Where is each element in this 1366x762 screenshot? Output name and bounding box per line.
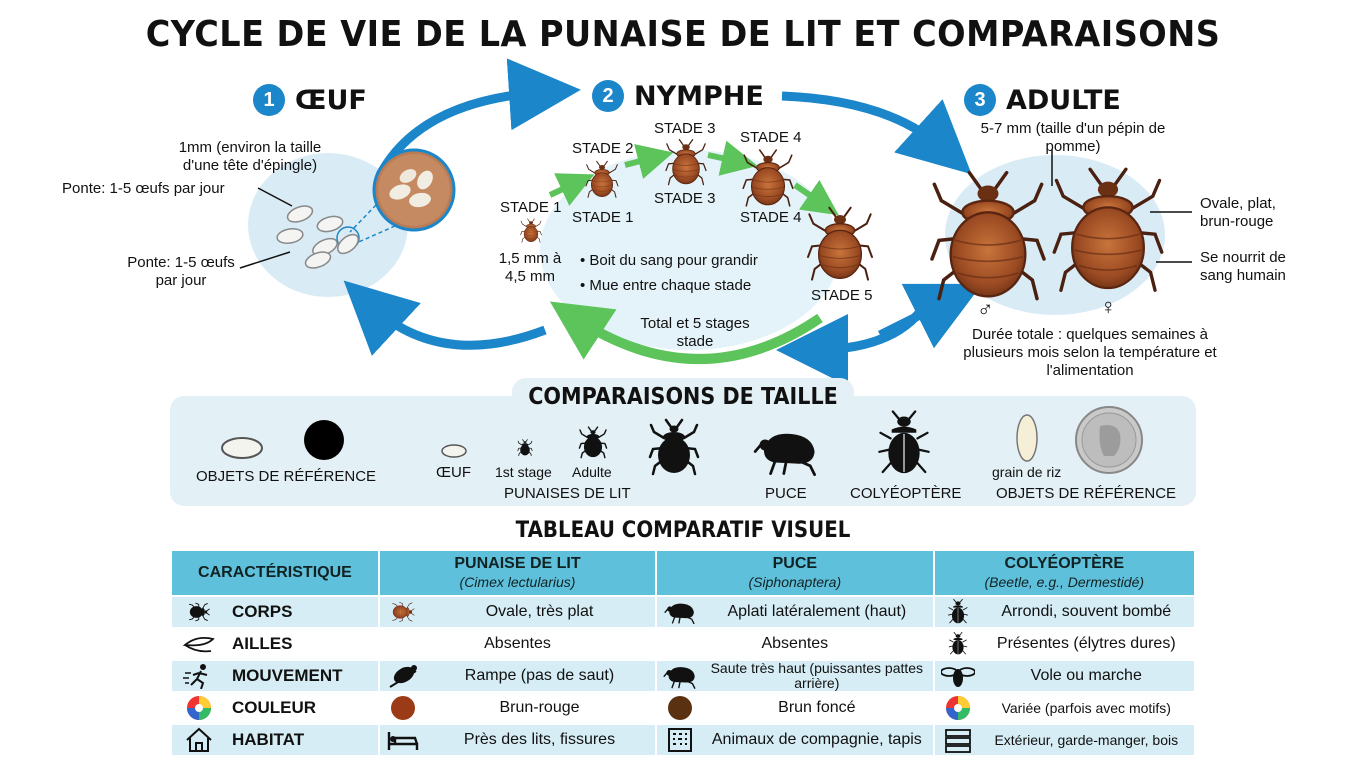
- arrow-adult-forward: [880, 300, 950, 335]
- nymph-label-stage5: STADE 5: [811, 287, 873, 304]
- nymph-fact: • Mue entre chaque stade: [580, 277, 752, 294]
- header-flea: PUCE (Siphonaptera): [657, 551, 932, 595]
- stage-egg-header: [253, 84, 367, 116]
- adult-bug-icon: [579, 427, 606, 458]
- beetle-icon: [941, 631, 975, 657]
- body-bug-icon: [182, 599, 216, 625]
- bed-icon: [386, 727, 420, 753]
- adult-size: 5-7 mm (taille d'un pépin de pomme): [980, 120, 1166, 155]
- nymph-label-top-1: STADE 1: [500, 199, 562, 216]
- male-symbol: ♂: [977, 296, 994, 321]
- reference-egg-icon: [222, 438, 262, 458]
- egg-laying-2: Ponte: 1-5 œufs par jour: [127, 254, 235, 289]
- stage-nymph-header: [592, 80, 764, 112]
- nymph-label-top-3: STADE 3: [654, 120, 716, 137]
- red-brown-swatch-icon: [386, 695, 420, 721]
- beetle-icon: [941, 599, 975, 625]
- stage-name: ŒUF: [295, 84, 367, 116]
- table-title: TABLEAU COMPARATIF VISUEL: [515, 518, 851, 543]
- nymph-label-bottom-4: STADE 4: [740, 209, 802, 226]
- nymph-fact-list: [580, 252, 758, 295]
- size-comparison-title: COMPARAISONS DE TAILLE: [528, 384, 838, 410]
- reference-objects-right-label: OBJETS DE RÉFÉRENCE: [996, 485, 1177, 502]
- jumping-flea-icon: [663, 663, 697, 689]
- first-stage-label: 1st stage: [495, 464, 552, 480]
- female-symbol: ♀: [1100, 294, 1117, 319]
- wood-planks-icon: [941, 727, 975, 753]
- house-icon: [182, 727, 216, 753]
- rice-label: grain de riz: [992, 464, 1062, 480]
- arrow-to-egg: [370, 305, 545, 345]
- first-stage-bug-icon: [518, 440, 532, 456]
- stage-name: NYMPHE: [634, 80, 764, 112]
- table-row: CORPS Ovale, très plat Aplati latéralement (haut) Arrondi, souvent bombé: [172, 597, 1194, 627]
- bedbug-icon: [386, 599, 420, 625]
- egg-size-note: 1mm (environ la taille d'une tête d'épingle): [178, 139, 322, 174]
- wing-icon: [182, 631, 216, 657]
- page-title: CYCLE DE VIE DE LA PUNAISE DE LIT ET COMPARAISONS: [145, 14, 1221, 55]
- adult-shape: Ovale, plat, brun-rouge: [1200, 195, 1276, 230]
- bedbugs-label: PUNAISES DE LIT: [504, 485, 631, 502]
- arrow-nymph-to-adult: [782, 96, 945, 150]
- header-beetle: COLYÉOPTÈRE (Beetle, e.g., Dermestidé): [935, 551, 1194, 595]
- table-row: AILLES Absentes Absentes Présentes (élytres dures): [172, 629, 1194, 659]
- flea-icon: [663, 599, 697, 625]
- rice-grain-icon: [1017, 415, 1037, 461]
- crawling-bug-icon: [386, 663, 420, 689]
- nymph-label-top-2: STADE 2: [572, 140, 634, 157]
- flying-insect-icon: [941, 663, 975, 689]
- nymph-stage1-bug: [521, 219, 542, 242]
- running-person-icon: [182, 663, 216, 689]
- flea-icon: [755, 434, 814, 475]
- stage-number: 2: [592, 80, 624, 112]
- egg-size-icon: [442, 445, 466, 457]
- comparison-table: [170, 549, 1196, 757]
- stage-name: ADULTE: [1006, 84, 1121, 116]
- reference-objects-left-label: OBJETS DE RÉFÉRENCE: [196, 468, 377, 485]
- egg-label: ŒUF: [436, 464, 471, 481]
- dark-brown-swatch-icon: [663, 695, 697, 721]
- carpet-icon: [663, 727, 697, 753]
- stage-adult-header: [964, 84, 1121, 116]
- table-row: HABITAT Près des lits, fissures Animaux de compagnie, tapis Extérieur, garde-manger, bois: [172, 725, 1194, 755]
- beetle-icon: [879, 412, 928, 474]
- reference-dot-icon: [304, 420, 344, 460]
- adult-duration: Durée totale : quelques semaines à plusieurs mois selon la température et l'alimentation: [963, 326, 1217, 379]
- table-row: MOUVEMENT Rampe (pas de saut) Saute très haut (puissantes pattes arrière) Vole ou marche: [172, 661, 1194, 691]
- color-wheel-icon: [182, 695, 216, 721]
- nymph-label-top-4: STADE 4: [740, 129, 802, 146]
- nymph-size: 1,5 mm à 4,5 mm: [498, 250, 562, 285]
- flea-label: PUCE: [765, 485, 807, 502]
- nymph-label-bottom-1: STADE 1: [572, 209, 634, 226]
- adult-feeding: Se nourrit de sang humain: [1200, 249, 1286, 284]
- nymph-fact: • Boit du sang pour grandir: [580, 252, 758, 269]
- stage-number: 3: [964, 84, 996, 116]
- nymph-label-bottom-3: STADE 3: [654, 190, 716, 207]
- arrow-adult-back: [812, 300, 928, 350]
- header-feature: CARACTÉRISTIQUE: [172, 551, 378, 595]
- egg-laying-1: Ponte: 1-5 œufs par jour: [62, 180, 225, 197]
- nymph-total: Total et 5 stages stade: [640, 315, 750, 350]
- table-header-row: [172, 551, 1194, 595]
- bedbug-large-icon: [650, 420, 698, 474]
- adult-label: Adulte: [572, 464, 612, 480]
- beetle-label: COLYÉOPTÈRE: [850, 485, 962, 502]
- header-bedbug: PUNAISE DE LIT (Cimex lectularius): [380, 551, 655, 595]
- table-row: COULEUR Brun-rouge Brun foncé Variée (parfois avec motifs): [172, 693, 1194, 723]
- stage-number: 1: [253, 84, 285, 116]
- color-wheel-icon: [941, 695, 975, 721]
